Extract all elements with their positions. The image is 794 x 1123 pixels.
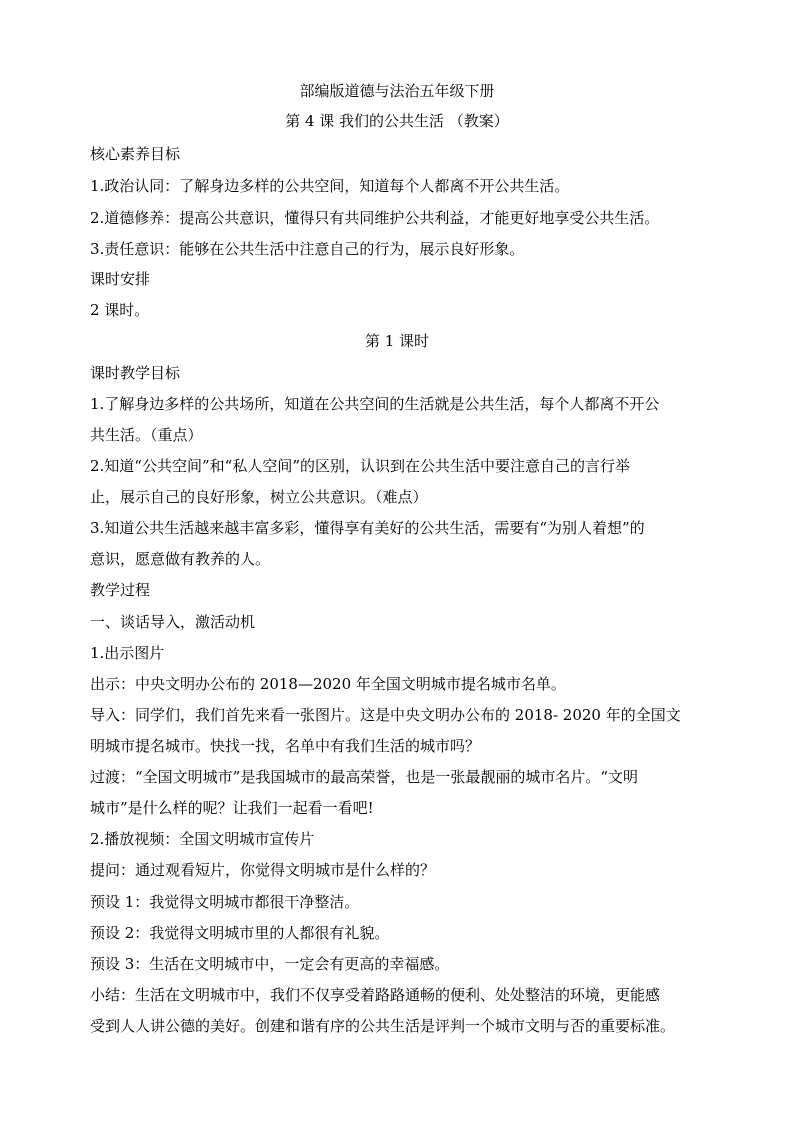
process-line: 城市”是什么样的呢？让我们一起看一看吧! [90, 799, 374, 817]
objective-line: 止，展示自己的良好形象，树立公共意识。（难点） [90, 488, 428, 506]
process-line: 过渡：“全国文明城市”是我国城市的最高荣誉，也是一张最靓丽的城市名片。“文明 [90, 768, 639, 786]
process-line: 明城市提名城市。快找一找，名单中有我们生活的城市吗？ [90, 737, 481, 755]
lesson-title: 第 4 课 我们的公共生活 （教案） [285, 112, 509, 130]
process-line: 小结：生活在文明城市中，我们不仅享受着路路通畅的便利、处处整洁的环境，更能感 [90, 986, 661, 1004]
process-line: 提问：通过观看短片，你觉得文明城市是什么样的？ [90, 861, 436, 879]
objective-line: 1.了解身边多样的公共场所，知道在公共空间的生活就是公共生活，每个人都离不开公 [90, 395, 660, 413]
process-line: 一、谈话导入，激活动机 [90, 613, 256, 631]
objective-line: 共生活。（重点） [90, 426, 203, 444]
document-title: 部编版道德与法治五年级下册 [299, 82, 495, 100]
goals-heading: 核心素养目标 [90, 145, 181, 163]
goal-item: 2.道德修养：提高公共意识，懂得只有共同维护公共利益，才能更好地享受公共生活。 [90, 209, 660, 227]
process-line: 2.播放视频：全国文明城市宣传片 [90, 830, 315, 848]
objectives-heading: 课时教学目标 [90, 364, 181, 382]
process-line: 受到人人讲公德的美好。创建和谐有序的公共生活是评判一个城市文明与否的重要标准。 [90, 1017, 676, 1035]
objective-line: 意识，愿意做有教养的人。 [90, 550, 271, 568]
process-heading: 教学过程 [90, 581, 151, 599]
process-line: 预设 3：生活在文明城市中，一定会有更高的幸福感。 [90, 955, 450, 973]
objective-line: 3.知道公共生活越来越丰富多彩，懂得享有美好的公共生活，需要有“为别人着想”的 [90, 519, 645, 537]
schedule-heading: 课时安排 [90, 270, 151, 288]
objective-line: 2.知道“公共空间”和“私人空间”的区别，认识到在公共生活中要注意自己的言行举 [90, 457, 630, 475]
process-line: 预设 1：我觉得文明城市都很干净整洁。 [90, 893, 360, 911]
goal-item: 1.政治认同：了解身边多样的公共空间，知道每个人都离不开公共生活。 [90, 177, 570, 195]
process-line: 出示：中央文明办公布的 2018—2020 年全国文明城市提名城市名单。 [90, 675, 566, 693]
process-line: 导入：同学们，我们首先来看一张图片。这是中央文明办公布的 2018- 2020 年的全国文 [90, 706, 681, 724]
lesson-period-title: 第 1 课时 [364, 332, 430, 350]
goal-item: 3.责任意识：能够在公共生活中注意自己的行为，展示良好形象。 [90, 240, 525, 258]
schedule-value: 2 课时。 [90, 301, 150, 319]
process-line: 预设 2：我觉得文明城市里的人都很有礼貌。 [90, 924, 390, 942]
process-line: 1.出示图片 [90, 644, 165, 662]
